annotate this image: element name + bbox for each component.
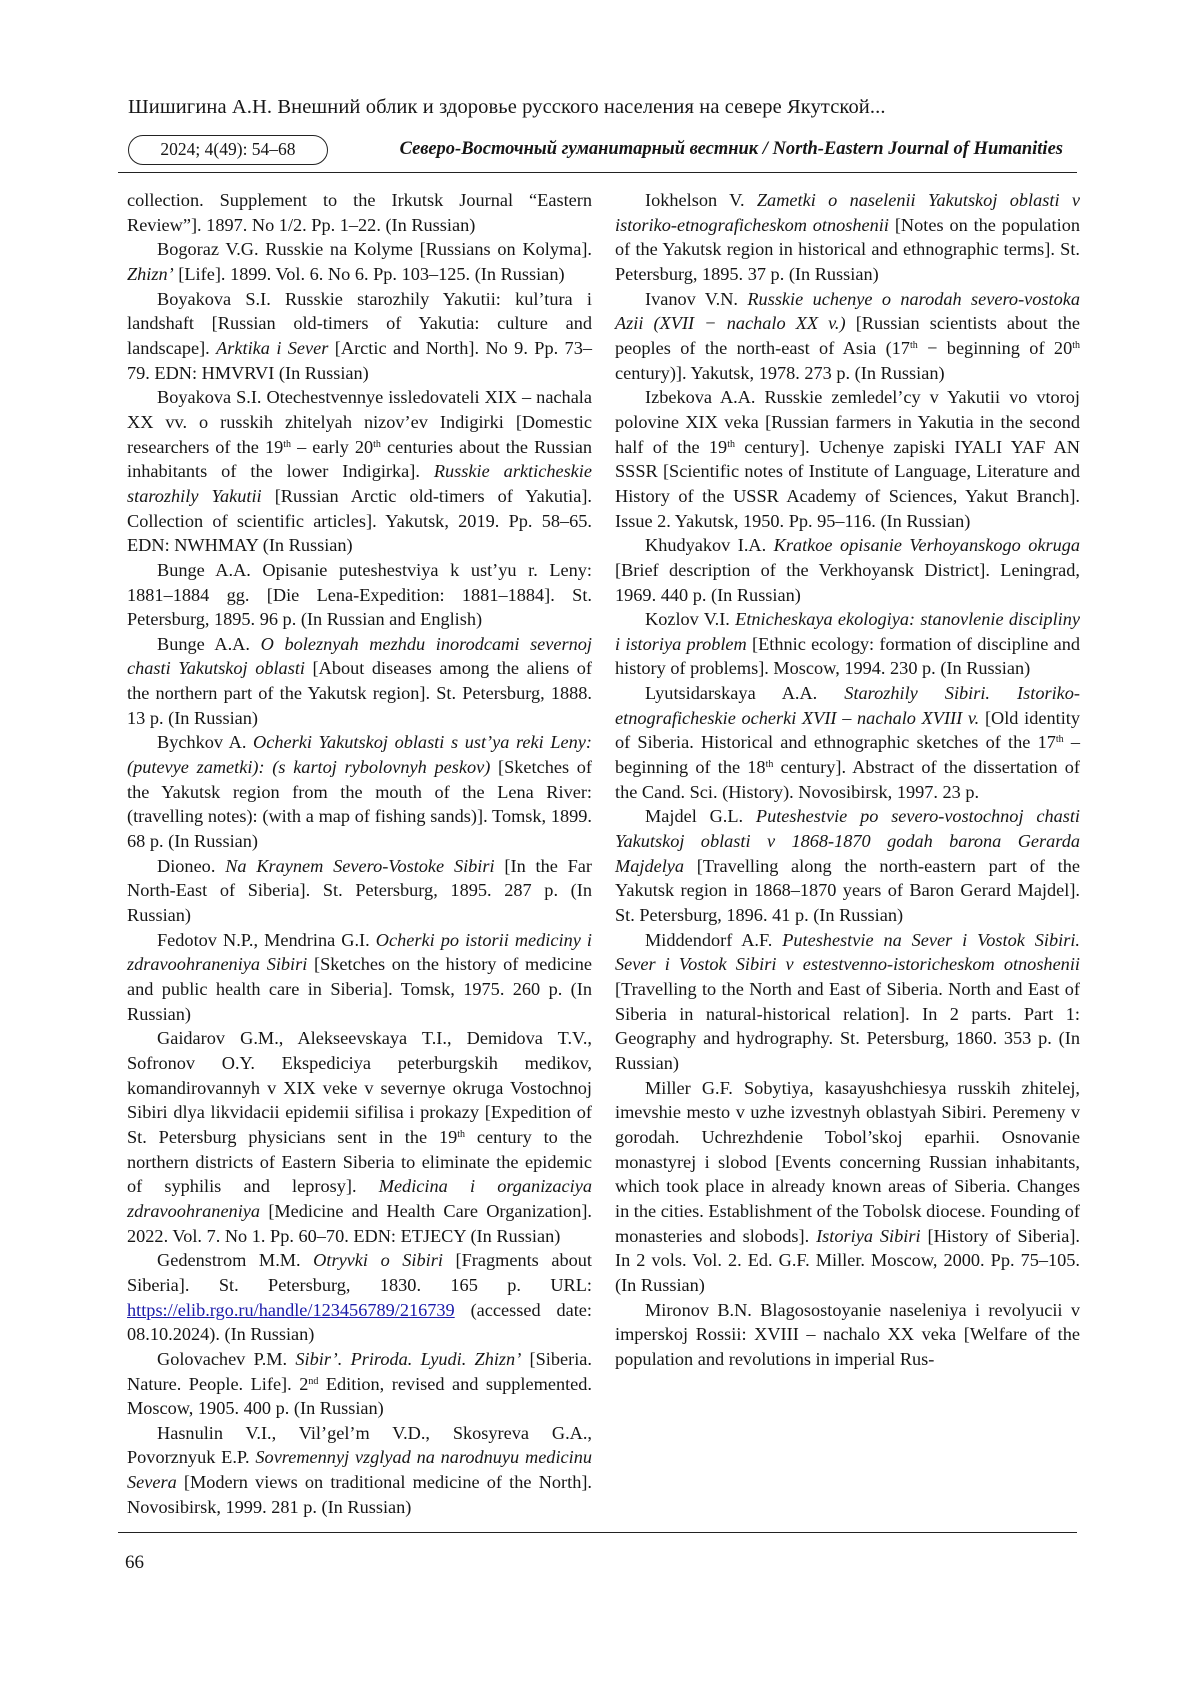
reference-item: Boyakova S.I. Otechestvennye issledovateli XIX – nachala XX vv. o russkih zhitelyah nizov’ev Indigirki [Domestic researchers of the 19th – early 20th centuries about the Russian inhabitants of the lower Indigirka]. Russkie arkticheskie starozhily Yakutii [Russian Arctic old-timers of Yakutia]. Collection of scientific articles]. Yakutsk, 2019. Pp. 58–65. EDN: NWHMAY (In Russian) bbox=[127, 387, 592, 556]
references-column-right bbox=[615, 188, 1080, 1372]
page-number: 66 bbox=[125, 1552, 144, 1573]
header-rule bbox=[118, 172, 1077, 173]
reference-item: Bunge A.A. O boleznyah mezhdu inorodcami severnoj chasti Yakutskoj oblasti [About diseases among the aliens of the northern part of the Yakutsk region]. St. Petersburg, 1888. 13 p. (In Russian) bbox=[127, 633, 593, 728]
reference-item: Golovachev P.M. Sibir’. Priroda. Lyudi. Zhizn’ [Siberia. Nature. People. Life]. 2nd Edition, revised and supplemented. Moscow, 1905. 400 p. (In Russian) bbox=[127, 1348, 593, 1419]
reference-item: Fedotov N.P., Mendrina G.I. Ocherki po istorii mediciny i zdravoohraneniya Sibiri [Sketches on the history of medicine and public health care in Siberia]. Tomsk, 1975. 260 p. (In Russian) bbox=[127, 929, 592, 1024]
reference-item: Middendorf A.F. Puteshestvie na Sever i Vostok Sibiri. Sever i Vostok Sibiri v estestvenno-istoricheskom otnoshenii [Travelling to the North and East of Siberia. North and East of Siberia in natural-historical relation]. In 2 parts. Part 1: Geography and hydrography. St. Petersburg, 1860. 353 p. (In Russian) bbox=[615, 929, 1080, 1073]
reference-item: Miller G.F. Sobytiya, kasayushchiesya russkih zhitelej, imevshie mesto v uzhe izvestnyh oblastyah Sibiri. Peremeny v gorodah. Uchrezhdenie Tobol’skoj eparhii. Osnovanie monastyrej i slobod [Events concerning Russian inhabitants, which took place in already known areas of Siberia. Changes in the cities. Establishment of the Tobolsk diocese. Founding of monasteries and slobods]. Istoriya Sibiri [History of Siberia]. In 2 vols. Vol. 2. Ed. G.F. Miller. Moscow, 2000. Pp. 75–105. (In Russian) bbox=[615, 1077, 1081, 1295]
reference-item: Kozlov V.I. Etnicheskaya ekologiya: stanovlenie discipliny i istoriya problem [Ethnic ecology: formation of discipline and history of problems]. Moscow, 1994. 230 p. (In Russian) bbox=[615, 609, 1080, 679]
reference-item: Bunge A.A. Opisanie puteshestviya k ust’yu r. Leny: 1881–1884 gg. [Die Lena-Expedition: 1881–1884]. St. Petersburg, 1895. 96 p. (In Russian and English) bbox=[127, 559, 592, 630]
reference-item: Bychkov A. Ocherki Yakutskoj oblasti s ust’ya reki Leny: (putevye zametki): (s kartoj rybolovnyh peskov) [Sketches of the Yakutsk region from the mouth of the Lena River: (travelling notes): (with a map of fishing sands)]. Tomsk, 1899. 68 p. (In Russian) bbox=[127, 732, 592, 852]
reference-item: Gedenstrom M.M. Otryvki o Sibiri [Fragments about Siberia]. St. Petersburg, 1830. 165 p. URL: https://elib.rgo.ru/handle/123456789/216739 (accessed date: 08.10.2024). (In Russian) bbox=[127, 1250, 592, 1345]
references-column-left bbox=[127, 188, 592, 1519]
reference-item: Ivanov V.N. Russkie uchenye o narodah severo-vostoka Azii (XVII − nachalo XX v.) [Russian scientists about the peoples of the north-east of Asia (17th − beginning of 20th century)]. Yakutsk, 1978. 273 p. (In Russian) bbox=[615, 288, 1081, 383]
reference-item: Khudyakov I.A. Kratkoe opisanie Verhoyanskogo okruga [Brief description of the Verkhoyansk District]. Leningrad, 1969. 440 p. (In Russian) bbox=[615, 535, 1080, 605]
reference-item: Dioneo. Na Kraynem Severo-Vostoke Sibiri [In the Far North-East of Siberia]. St. Petersburg, 1895. 287 p. (In Russian) bbox=[127, 855, 593, 926]
reference-item: Bogoraz V.G. Russkie na Kolyme [Russians on Kolyma]. Zhizn’ [Life]. 1899. Vol. 6. No 6. Pp. 103–125. (In Russian) bbox=[127, 239, 592, 284]
reference-item: Hasnulin V.I., Vil’gel’m V.D., Skosyreva G.A., Povorznyuk E.P. Sovremennyj vzglyad na narodnuyu medicinu Severa [Modern views on traditional medicine of the North]. Novosibirsk, 1999. 281 p. (In Russian) bbox=[127, 1422, 592, 1517]
journal-title: Северо-Восточный гуманитарный вестник / North-Eastern Journal of Humanities bbox=[399, 139, 1063, 159]
reference-item: collection. Supplement to the Irkutsk Journal “Eastern Review”]. 1897. No 1/2. Pp. 1–22. (In Russian) bbox=[127, 190, 592, 235]
reference-item: Boyakova S.I. Russkie starozhily Yakutii: kul’tura i landshaft [Russian old-timers of Yakutia: culture and landscape]. Arktika i Sever [Arctic and North]. No 9. Pp. 73–79. EDN: HMVRVI (In Russian) bbox=[127, 288, 592, 383]
footer-rule bbox=[118, 1532, 1077, 1533]
issue-badge: 2024; 4(49): 54–68 bbox=[128, 135, 328, 165]
reference-item: Gaidarov G.M., Alekseevskaya T.I., Demidova T.V., Sofronov O.Y. Ekspediciya peterburgskih medikov, komandirovannyh v XIX veke v severnye okruga Vostochnoj Sibiri dlya likvidacii epidemii sifilisa i prokazy [Expedition of St. Petersburg physicians sent in the 19th century to the northern districts of Eastern Siberia to eliminate the epidemic of syphilis and leprosy]. Medicina i organizaciya zdravoohraneniya [Medicine and Health Care Organization]. 2022. Vol. 7. No 1. Pp. 60–70. EDN: ETJECY (In Russian) bbox=[127, 1028, 592, 1246]
reference-item: Majdel G.L. Puteshestvie po severo-vostochnoj chasti Yakutskoj oblasti v 1868-1870 godah barona Gerarda Majdelya [Travelling along the north-eastern part of the Yakutsk region in 1868–1870 years of Baron Gerard Majdel]. St. Petersburg, 1896. 41 p. (In Russian) bbox=[615, 806, 1080, 926]
reference-item: Iokhelson V. Zametki o naselenii Yakutskoj oblasti v istoriko-etnograficheskom otnoshenii [Notes on the population of the Yakutsk region in historical and ethnographic terms]. St. Petersburg, 1895. 37 p. (In Russian) bbox=[615, 190, 1080, 284]
reference-item: Lyutsidarskaya A.A. Starozhily Sibiri. Istoriko-etnograficheskie ocherki XVII – nachalo XVIII v. [Old identity of Siberia. Historical and ethnographic sketches of the 17th – beginning of the 18th century]. Abstract of the dissertation of the Cand. Sci. (History). Novosibirsk, 1997. 23 p. bbox=[615, 683, 1080, 802]
reference-url-link[interactable]: https://elib.rgo.ru/handle/123456789/216739 bbox=[127, 1299, 455, 1320]
reference-item: Izbekova A.A. Russkie zemledel’cy v Yakutii vo vtoroj polovine XIX veka [Russian farmers in Yakutia in the second half of the 19th century]. Uchenye zapiski IYALI YAF AN SSSR [Scientific notes of Institute of Language, Literature and History of the USSR Academy of Sciences, Yakut Branch]. Issue 2. Yakutsk, 1950. Pp. 95–116. (In Russian) bbox=[615, 387, 1080, 531]
running-title: Шишигина А.Н. Внешний облик и здоровье русского населения на севере Якутской... bbox=[128, 96, 886, 118]
reference-item: Mironov B.N. Blagosostoyanie naseleniya i revolyucii v imperskoj Rossii: XVIII – nachalo XX veka [Welfare of the population and revolutions in imperial Rus- bbox=[615, 1299, 1080, 1369]
